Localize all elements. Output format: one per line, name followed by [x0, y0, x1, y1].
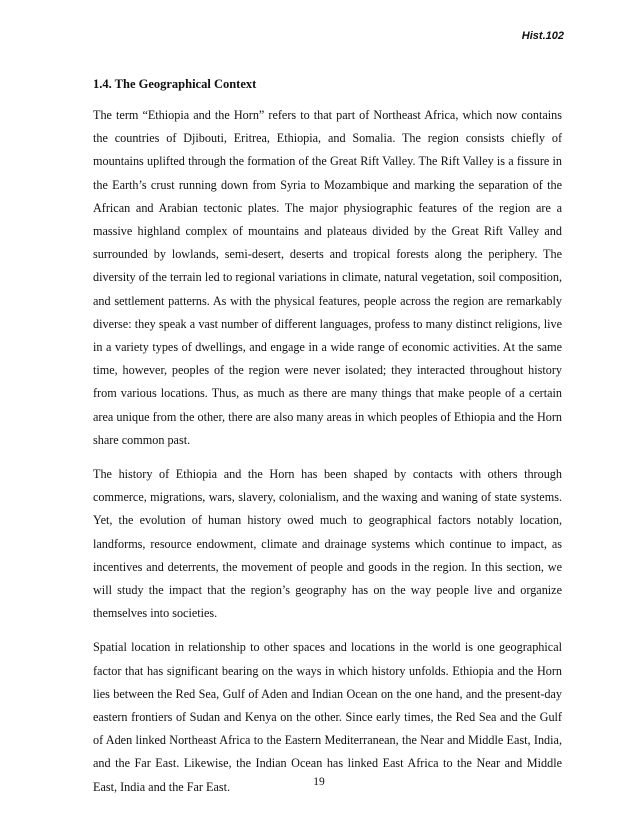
course-code: Hist.102	[521, 30, 564, 42]
paragraph-definition: The term “Ethiopia and the Horn” refers to that part of Northeast Africa, which now contains the countries of Djibouti, Eritrea, Ethiopia, and Somalia. The region consists chiefly of mountains uplifted through the formation of the Great Rift Valley. The Rift Valley is a fissure in the Earth’s crust running down from Syria to Mozambique and marking the separation of the African and Arabian tectonic plates. The major physiographic features of the region are a massive highland complex of mountains and plateaus divided by the Great Rift Valley and surrounded by lowlands, semi-desert, deserts and tropical forests along the periphery. The diversity of the terrain led to regional variations in climate, natural vegetation, soil composition, and settlement patterns. As with the physical features, people across the region are remarkably diverse: they speak a vast number of different languages, profess to many distinct religions, live in a variety types of dwellings, and engage in a wide range of economic activities. At the same time, however, peoples of the region were never isolated; they interacted throughout history from various locations. Thus, as much as there are many things that make people of a certain area unique from the other, there are also many areas in which peoples of Ethiopia and the Horn share common past.	[93, 108, 562, 447]
section-heading: 1.4. The Geographical Context	[93, 77, 257, 91]
page-content	[93, 76, 562, 810]
page-number: 19	[313, 776, 325, 788]
paragraph-location: Spatial location in relationship to other spaces and locations in the world is one geographical factor that has significant bearing on the ways in which history unfolds. Ethiopia and the Horn lies between the Red Sea, Gulf of Aden and Indian Ocean on the one hand, and the present-day eastern frontiers of Sudan and Kenya on the other. Since early times, the Red Sea and the Gulf of Aden linked Northeast Africa to the Eastern Mediterranean, the Near and Middle East, India, and the Far East. Likewise, the Indian Ocean has linked East Africa to the Near and Middle East, India and the Far East.	[93, 640, 562, 794]
paragraph-history: The history of Ethiopia and the Horn has been shaped by contacts with others through commerce, migrations, wars, slavery, colonialism, and the waxing and waning of state systems. Yet, the evolution of human history owed much to geographical factors notably location, landforms, resource endowment, climate and drainage systems which continue to impact, as incentives and deterrents, the movement of people and goods in the region. In this section, we will study the impact that the region’s geography has on the way people live and organize themselves into societies.	[93, 467, 562, 621]
